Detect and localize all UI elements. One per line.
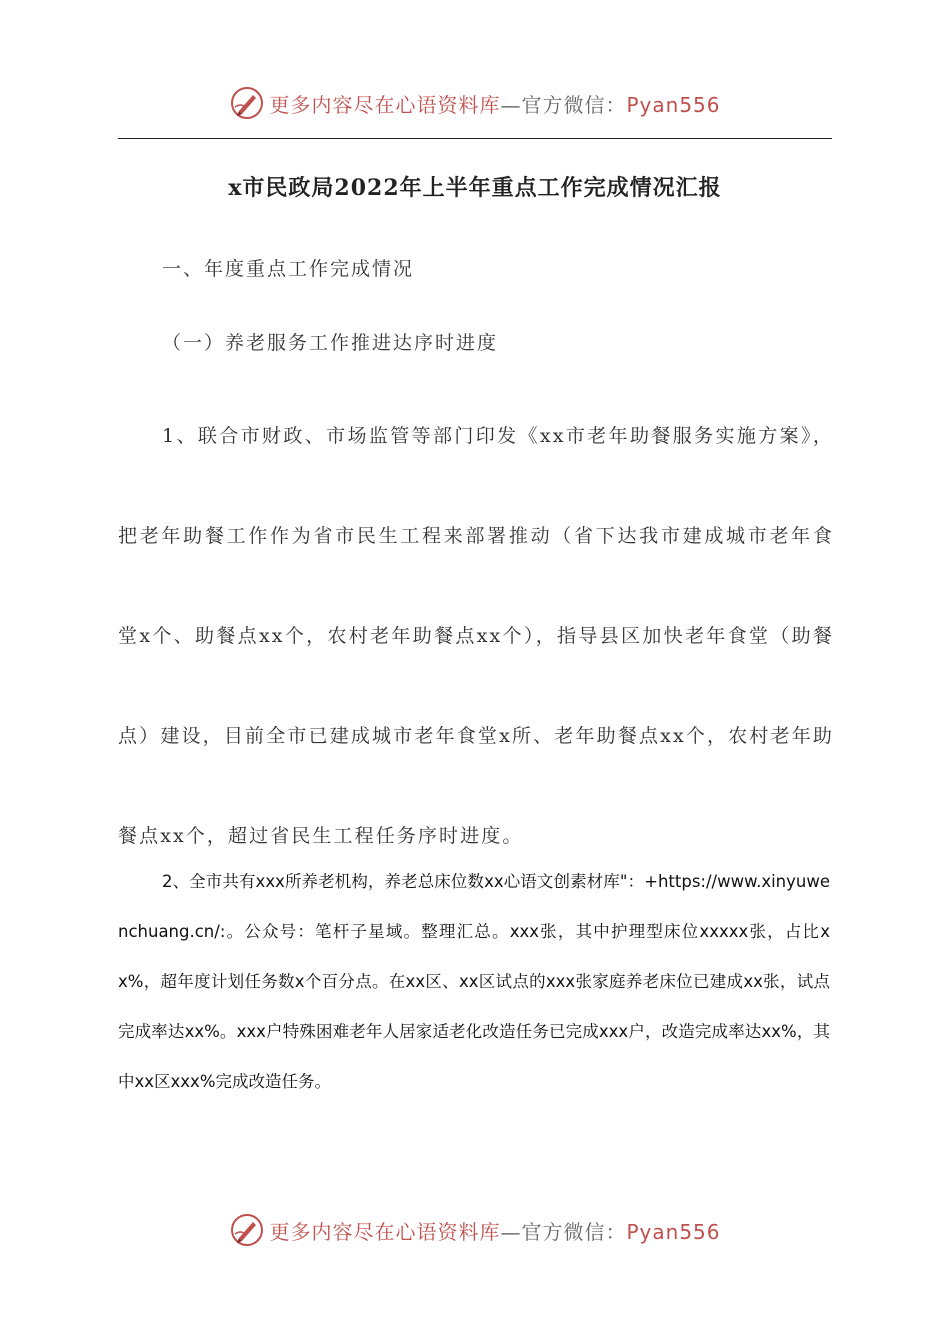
header-banner: [0, 83, 950, 123]
banner-dash: —: [500, 1219, 522, 1244]
paragraph-1: 1、联合市财政、市场监管等部门印发《xx市老年助餐服务实施方案》，把老年助餐工作作为省市民生工程来部署推动（省下达我市建成城市老年食堂x个、助餐点xx个，农村老年助餐点xx个），指导县区加快老年食堂（助餐点）建设，目前全市已建成城市老年食堂x所、老年助餐点xx个，农村老年助餐点xx个，超过省民生工程任务序时进度。: [118, 425, 834, 847]
pen-logo-icon: [229, 1212, 265, 1248]
banner-wechat-id: Pyan556: [626, 92, 721, 117]
pen-logo-icon: [229, 85, 265, 121]
banner-wechat-label: 官方微信：: [521, 92, 627, 117]
footer-banner: [0, 1210, 950, 1250]
banner-dash: —: [500, 92, 522, 117]
banner-text: [269, 89, 720, 118]
banner-site-name: 更多内容尽在心语资料库: [269, 1219, 501, 1244]
section-heading: 一、年度重点工作完成情况: [162, 258, 415, 280]
subsection-heading: （一）养老服务工作推进达序时进度: [162, 332, 499, 354]
paragraph-2: 2、全市共有xxx所养老机构，养老总床位数xx心语文创素材库"：+https://www.xinyuwenchuang.cn/:。公众号：笔杆子星域。整理汇总。xxx张，其中护理型床位xxxxx张，占比xx%，超年度计划任务数x个百分点。在xx区、xx区试点的xxx张家庭养老床位已建成xx张，试点完成率达xx%。xxx户特殊困难老年人居家适老化改造任务已完成xxx户，改造完成率达xx%，其中xx区xxx%完成改造任务。: [118, 872, 830, 1091]
banner-text: [269, 1216, 720, 1245]
banner-wechat-id: Pyan556: [626, 1219, 721, 1244]
header-divider: [118, 138, 832, 139]
document-title: x市民政局2022年上半年重点工作完成情况汇报: [228, 175, 722, 201]
banner-site-name: 更多内容尽在心语资料库: [269, 92, 501, 117]
banner-wechat-label: 官方微信：: [521, 1219, 627, 1244]
